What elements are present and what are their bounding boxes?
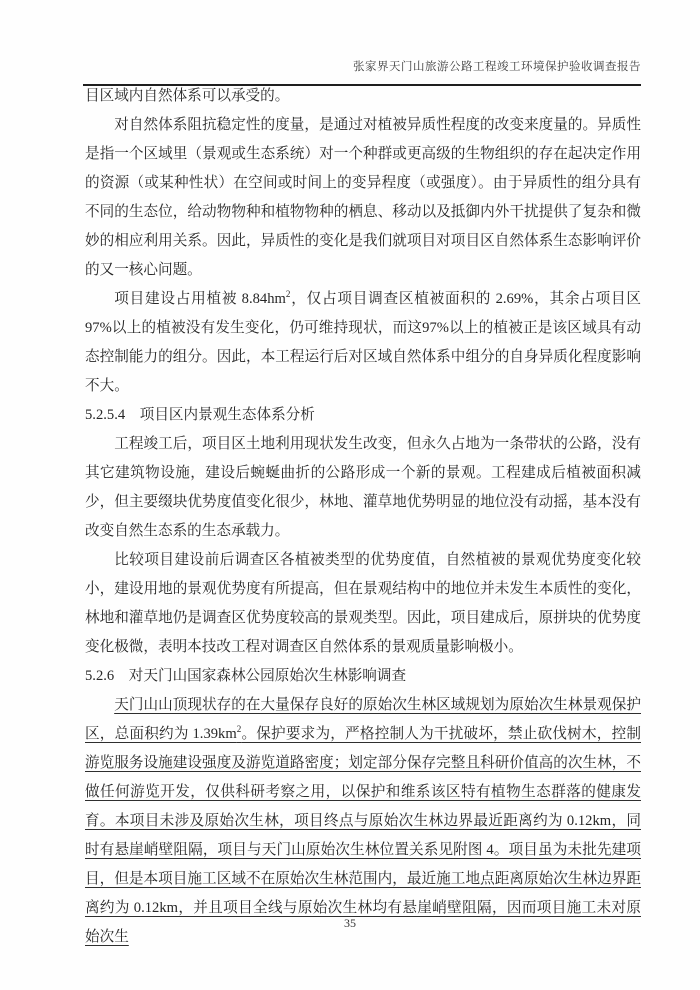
text-run: 对自然体系阻抗稳定性的度量，是通过对植被异质性程度的改变来度量的。异质性是指一个区域里（景观或生态系统）对一个种群或更高级的生物组织的存在起决定作用的资源（或某种性状）在空间或时间上的变异程度（或强度）。由于异质性的组分具有不同的生态位，给动物物种和植物物种的栖息、移动以及抵御内外干扰提供了复杂和微妙的相应利用关系。因此，异质性的变化是我们就项目对项目区自然体系生态影响评价的又一核心问题。 [85, 117, 641, 278]
superscript: 2 [236, 724, 242, 735]
text-run: 目区域内自然体系可以承受的。 [85, 88, 290, 104]
document-body [85, 82, 641, 952]
body-paragraph [85, 430, 641, 546]
body-paragraph [85, 285, 641, 401]
text-run: ，仅占项目调查区植被面积的 2.69%，其余占项目区97%以上的植被没有发生变化，仍可维持现状，而这97%以上的植被正是该区域具有动态控制能力的组分。因此，本工程运行后对区域自然体系中组分的自身异质化程度影响不大。 [85, 291, 641, 394]
section-heading [85, 662, 641, 691]
text-run: 5.2.5.4 项目区内景观生态体系分析 [85, 407, 315, 423]
body-paragraph [85, 691, 641, 952]
page-number: 35 [344, 916, 356, 930]
body-paragraph [85, 111, 641, 285]
text-run: 5.2.6 对天门山国家森林公园原始次生林影响调查 [85, 668, 407, 684]
body-paragraph [85, 82, 641, 111]
body-paragraph [85, 546, 641, 662]
page-header-title: 张家界天门山旅游公路工程竣工环境保护验收调查报告 [353, 61, 641, 73]
text-run: 。保护要求为，严格控制人为干扰破坏，禁止砍伐树木，控制游览服务设施建设强度及游览道路密度；划定部分保存完整且科研价值高的次生林，不做任何游览开发，仅供科研考察之用，以保护和维系该区特有植物生态群落的健康发育。本项目未涉及原始次生林，项目终点与原始次生林边界最近距离约为 0.12km，同时有悬崖峭壁阻隔，项目与天门山原始次生林位置关系见附图 4。项目虽为未批先建项目，但是本项目施工区域不在原始次生林范围内，最近施工地点距离原始次生林边界距离约为 0.12km，并且项目全线与原始次生林均有悬崖峭壁阻隔，因而项目施工未对原始次生 [85, 726, 641, 945]
text-run: 天门山山顶现状存的在大量保存良好的原始次生林区域规划为原始次生林景观保护区，总面积约为 1.39km [85, 697, 641, 742]
text-run: 工程竣工后，项目区土地利用现状发生改变，但永久占地为一条带状的公路，没有其它建筑物设施，建设后蜿蜒曲折的公路形成一个新的景观。工程建成后植被面积减少，但主要缀块优势度值变化很少，林地、灌草地优势明显的地位没有动摇，基本没有改变自然生态系的生态承载力。 [85, 436, 641, 539]
text-run: 项目建设占用植被 8.84hm [114, 291, 286, 307]
superscript: 2 [285, 289, 291, 300]
section-heading [85, 401, 641, 430]
text-run: 比较项目建设前后调查区各植被类型的优势度值，自然植被的景观优势度变化较小，建设用地的景观优势度有所提高，但在景观结构中的地位并未发生本质性的变化，林地和灌草地仍是调查区优势度较高的景观类型。因此，项目建成后，原拼块的优势度变化极微，表明本技改工程对调查区自然体系的景观质量影响极小。 [85, 552, 641, 655]
